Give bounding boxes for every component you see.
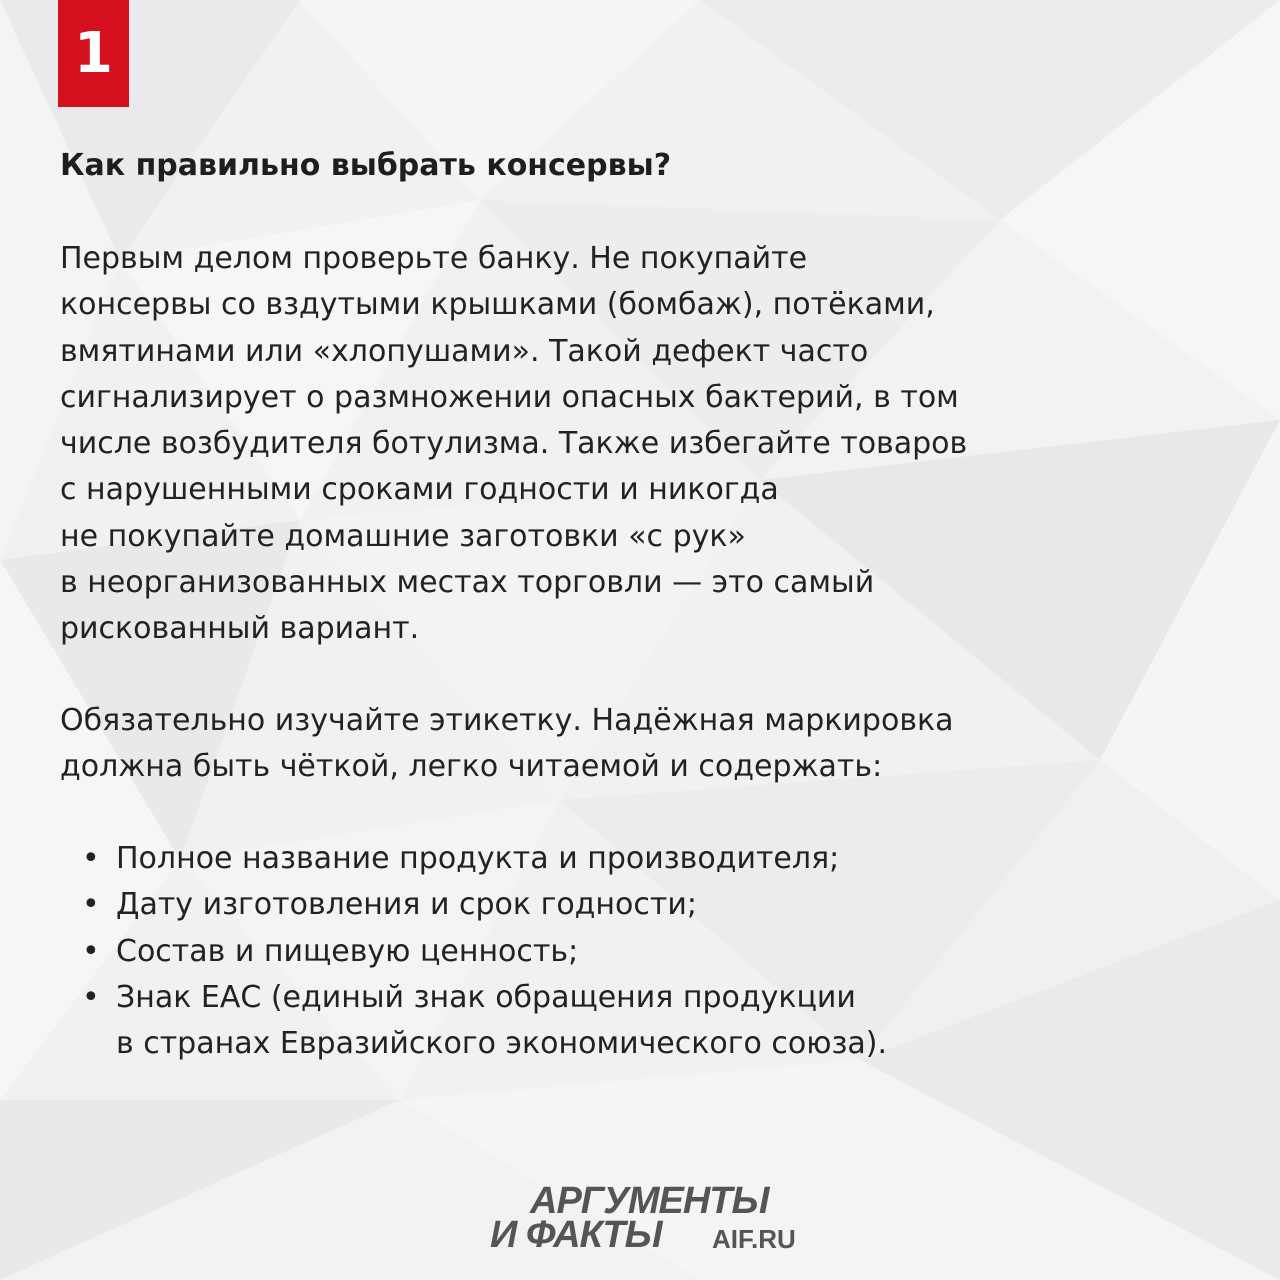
paragraph-line: с нарушенными сроками годности и никогда <box>60 472 779 508</box>
slide-number-badge <box>58 0 129 107</box>
paragraph-line: сигнализирует о размножении опасных бактерий, в том <box>60 379 959 415</box>
list-item-text: Полное название продукта и производителя; <box>116 841 840 876</box>
bullet-icon: • <box>82 841 100 876</box>
bullet-icon: • <box>82 933 100 969</box>
list-item <box>60 975 887 1068</box>
list-item <box>60 882 887 928</box>
logo-line-1: АРГУМЕНТЫ <box>530 1180 769 1222</box>
slide-number: 1 <box>74 20 113 86</box>
paragraph-line: вмятинами или «хлопушами». Такой дефект часто <box>60 333 869 369</box>
paragraph-line: в неорганизованных местах торговли — это самый <box>60 565 875 601</box>
paragraph-line: Первым делом проверьте банку. Не покупайте <box>60 241 808 276</box>
paragraph-line: числе возбудителя ботулизма. Также избегайте товаров <box>60 426 968 462</box>
aif-logo <box>490 1180 820 1260</box>
list-item-text: Знак ЕАС (единый знак обращения продукции <box>116 979 856 1015</box>
paragraph-label-check <box>60 698 954 791</box>
logo-site: AIF.RU <box>712 1224 796 1254</box>
paragraph-line: Обязательно изучайте этикетку. Надёжная маркировка <box>60 703 954 738</box>
list-item <box>60 836 887 882</box>
label-requirements-list <box>60 836 887 1067</box>
paragraph-jar-check <box>60 236 967 653</box>
list-item <box>60 929 887 975</box>
list-item-text: Дату изготовления и срок годности; <box>116 887 697 923</box>
bullet-icon: • <box>82 979 100 1015</box>
paragraph-line: рискованный вариант. <box>60 611 420 647</box>
paragraph-line: консервы со вздутыми крышками (бомбаж), потёками, <box>60 287 935 323</box>
list-item-text: Состав и пищевую ценность; <box>116 933 579 969</box>
paragraph-line: не покупайте домашние заготовки «с рук» <box>60 518 746 554</box>
bullet-icon: • <box>82 887 100 923</box>
logo-line-2: И ФАКТЫ <box>490 1214 662 1256</box>
list-item-text: в странах Евразийского экономического союза). <box>116 1026 888 1062</box>
page-title: Как правильно выбрать консервы? <box>60 148 672 183</box>
paragraph-line: должна быть чёткой, легко читаемой и содержать: <box>60 749 883 785</box>
